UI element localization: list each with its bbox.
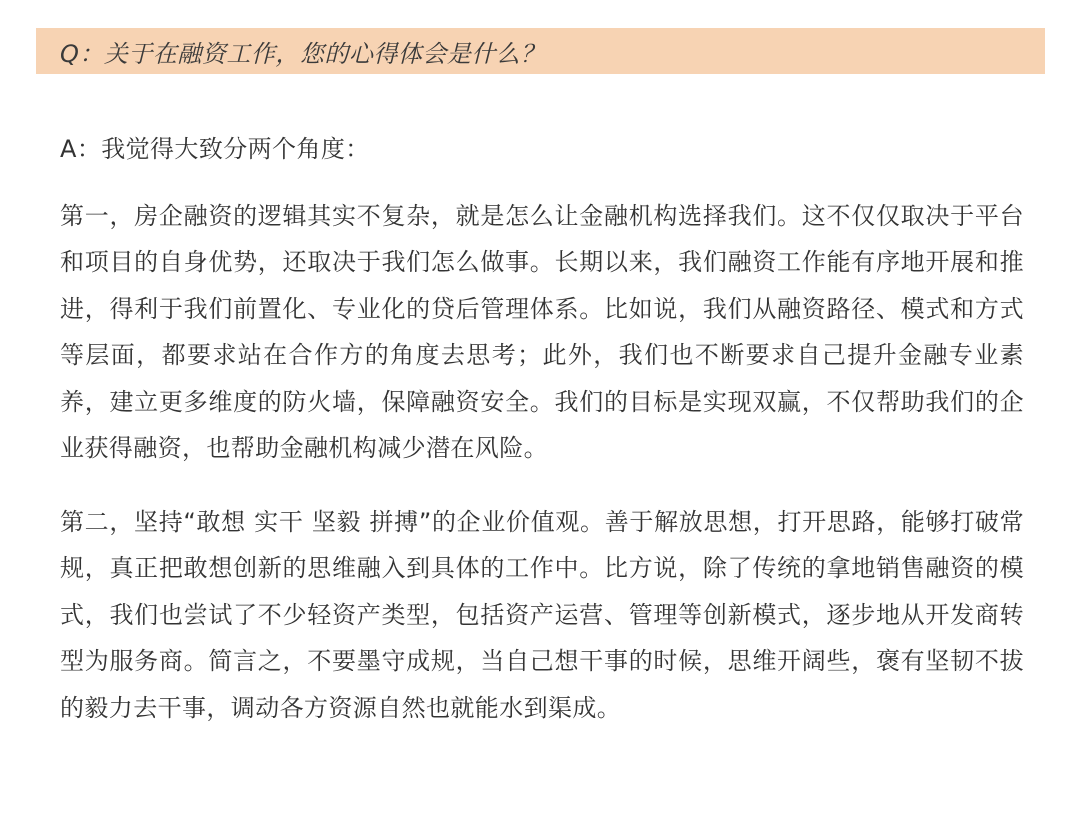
answer-intro: A：我觉得大致分两个角度： xyxy=(60,135,370,163)
answer-paragraph-second: 第二，坚持“敢想 实干 坚毅 拼搏”的企业价值观。善于解放思想，打开思路，能够打破常规，真正把敢想创新的思维融入到具体的工作中。比方说，除了传统的拿地销售融资的模式，我们也尝试了不少轻资产类型，包括资产运营、管理等创新模式，逐步地从开发商转型为服务商。简言之，不要墨守成规，当自己想干事的时候，思维开阔些，褒有坚韧不拔的毅力去干事，调动各方资源自然也就能水到渠成。 xyxy=(60,507,1024,722)
answer-section xyxy=(60,126,1024,731)
answer-paragraph-first: 第一，房企融资的逻辑其实不复杂，就是怎么让金融机构选择我们。这不仅仅取决于平台和项目的自身优势，还取决于我们怎么做事。长期以来，我们融资工作能有序地开展和推进，得利于我们前置化、专业化的贷后管理体系。比如说，我们从融资路径、模式和方式等层面，都要求站在合作方的角度去思考；此外，我们也不断要求自己提升金融专业素养，建立更多维度的防火墙，保障融资安全。我们的目标是实现双赢，不仅帮助我们的企业获得融资，也帮助金融机构减少潜在风险。 xyxy=(60,201,1024,462)
question-banner xyxy=(36,28,1045,74)
question-text: Q：关于在融资工作，您的心得体会是什么？ xyxy=(60,39,545,68)
